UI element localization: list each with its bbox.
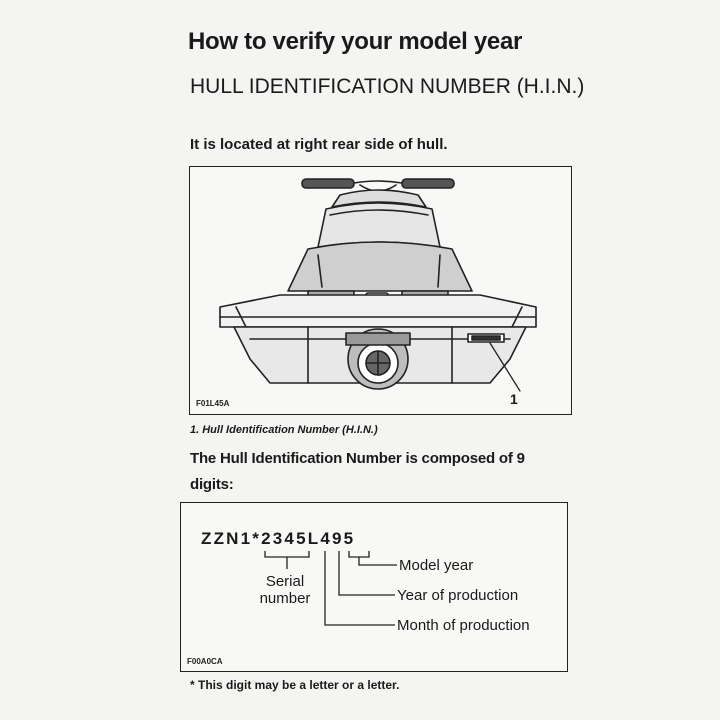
page-title: How to verify your model year bbox=[188, 28, 523, 55]
callout-number: 1 bbox=[510, 391, 518, 407]
year-of-production-label: Year of production bbox=[397, 587, 519, 604]
figure-caption: 1. Hull Identification Number (H.I.N.) bbox=[190, 424, 378, 436]
watercraft-rear-illustration bbox=[190, 167, 570, 413]
hin-example: ZZN1*2345L495 bbox=[201, 529, 356, 548]
serial-label: Serial number bbox=[259, 573, 311, 607]
serial-bracket bbox=[265, 551, 309, 557]
location-text: It is located at right rear side of hull. bbox=[190, 136, 448, 153]
model-year-bracket bbox=[349, 551, 369, 557]
footnote: * This digit may be a letter or a letter. bbox=[190, 678, 400, 692]
composition-text: The Hull Identification Number is composed of 9 digits: bbox=[190, 450, 525, 493]
month-of-production-label: Month of production bbox=[397, 617, 530, 634]
model-year-leader bbox=[359, 557, 397, 565]
hin-diagram bbox=[180, 502, 568, 672]
month-leader bbox=[325, 551, 395, 625]
section-heading: HULL IDENTIFICATION NUMBER (H.I.N.) bbox=[190, 75, 585, 98]
model-year-label: Model year bbox=[399, 557, 474, 574]
watercraft-figure bbox=[189, 166, 572, 415]
figure-code: F00A0CA bbox=[187, 657, 223, 666]
figure-code: F01L45A bbox=[196, 399, 230, 408]
